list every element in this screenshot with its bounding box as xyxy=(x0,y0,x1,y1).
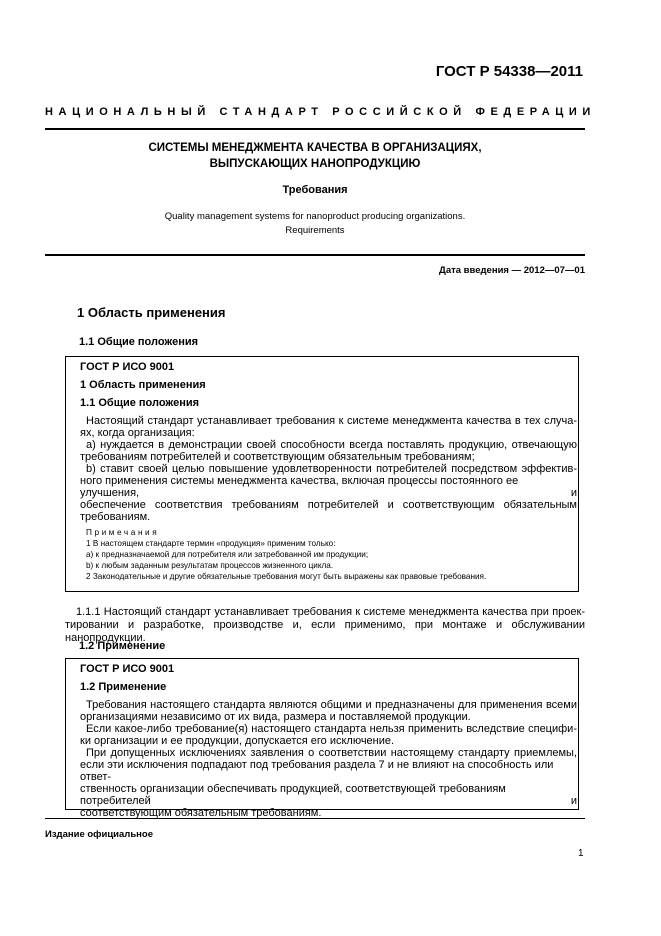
official-edition-label: Издание официальное xyxy=(45,829,153,840)
box-reference: ГОСТ Р ИСО 9001 xyxy=(80,361,175,373)
document-subtitle: Требования xyxy=(282,184,348,196)
box-text-line: требованиям. xyxy=(80,511,151,523)
title-line-1: СИСТЕМЫ МЕНЕДЖМЕНТА КАЧЕСТВА В ОРГАНИЗАЦИЯХ, xyxy=(148,142,482,154)
box-reference: ГОСТ Р ИСО 9001 xyxy=(80,663,175,675)
box-subheading: 1.1 Общие положения xyxy=(80,397,200,409)
box-text-line: a) нуждается в демонстрации своей способности всегда поставлять продукцию, отвечающую xyxy=(86,439,577,451)
note-line: a) к предназначаемой для потребителя или затребованной им продукции; xyxy=(86,550,369,559)
notes-block xyxy=(80,527,577,582)
iso-quote-box-2 xyxy=(65,658,579,819)
header-divider xyxy=(45,128,585,130)
title-divider xyxy=(45,254,585,256)
introduction-date: Дата введения — 2012—07—01 xyxy=(439,265,585,276)
box-text-line: ях, когда организация: xyxy=(80,427,195,439)
box-text-line: Если какое-либо требование(я) настоящего стандарта нельзя применить вследствие специфи- xyxy=(86,723,577,735)
section-1-heading: 1 Область применения xyxy=(77,305,226,320)
document-title xyxy=(45,140,585,172)
notes-heading: Примечания xyxy=(86,528,160,537)
box-text-line: организациями независимо от их вида, размера и поставляемой продукции. xyxy=(80,711,471,723)
box-text-line: ки организации и ее продукции, допускается его исключение. xyxy=(80,735,395,747)
box-text-line: обеспечение соответствия требованиям потребителей и соответствующим обязательным xyxy=(80,499,577,511)
subsection-1-2-heading: 1.2 Применение xyxy=(79,640,166,652)
box-text-line: соответствующим обязательным требованиям. xyxy=(80,807,322,819)
document-number: ГОСТ Р 54338—2011 xyxy=(435,63,583,80)
box-heading: 1 Область применения xyxy=(80,379,206,391)
box-text-line: ного применения системы менеджмента качества, включая процессы постоянного ее улучшения, и xyxy=(80,475,577,499)
box-subheading: 1.2 Применение xyxy=(80,681,167,693)
box-text-line: При допущенных исключениях заявления о соответствии настоящему стандарту приемлемы, xyxy=(86,747,577,759)
paragraph-line: тировании и разработке, производстве и, если применимо, при монтаже и обслуживании нанопродукции. xyxy=(65,619,585,644)
title-line-2: ВЫПУСКАЮЩИХ НАНОПРОДУКЦИЮ xyxy=(209,158,421,170)
page-number: 1 xyxy=(578,848,584,859)
iso-quote-box-1 xyxy=(65,356,579,592)
box-text-line: Требования настоящего стандарта являются общими и предназначены для применения всеми xyxy=(86,699,577,711)
subsection-1-1-heading: 1.1 Общие положения xyxy=(79,336,199,348)
national-standard-banner: НАЦИОНАЛЬНЫЙ СТАНДАРТ РОССИЙСКОЙ ФЕДЕРАЦИИ xyxy=(45,106,596,118)
paragraph-line: 1.1.1 Настоящий стандарт устанавливает требования к системе менеджмента качества при проек- xyxy=(76,606,585,618)
footer-divider xyxy=(45,818,585,819)
english-title-line-2: Requirements xyxy=(285,225,345,236)
note-line: b) к любым заданным результатам процессов жизненного цикла. xyxy=(86,561,334,570)
box-text-line: ственность организации обеспечивать продукцией, соответствующей требованиям потребителей и xyxy=(80,783,577,807)
box-text-line: если эти исключения подпадают под требования раздела 7 и не влияют на способность или ответ- xyxy=(80,759,554,783)
box-text-line: требованиям потребителей и соответствующим обязательным требованиям; xyxy=(80,451,475,463)
box-text-line: b) ставит своей целью повышение удовлетворенности потребителей посредством эффектив- xyxy=(86,463,577,475)
note-line: 1 В настоящем стандарте термин «продукция» применим только: xyxy=(86,539,336,548)
note-line: 2 Законодательные и другие обязательные требования могут быть выражены как правовые требования. xyxy=(86,572,487,581)
english-title xyxy=(45,210,585,238)
box-text-line: Настоящий стандарт устанавливает требования к системе менеджмента качества в тех случа- xyxy=(86,415,577,427)
english-title-line-1: Quality management systems for nanoproduct producing organizations. xyxy=(164,211,466,222)
